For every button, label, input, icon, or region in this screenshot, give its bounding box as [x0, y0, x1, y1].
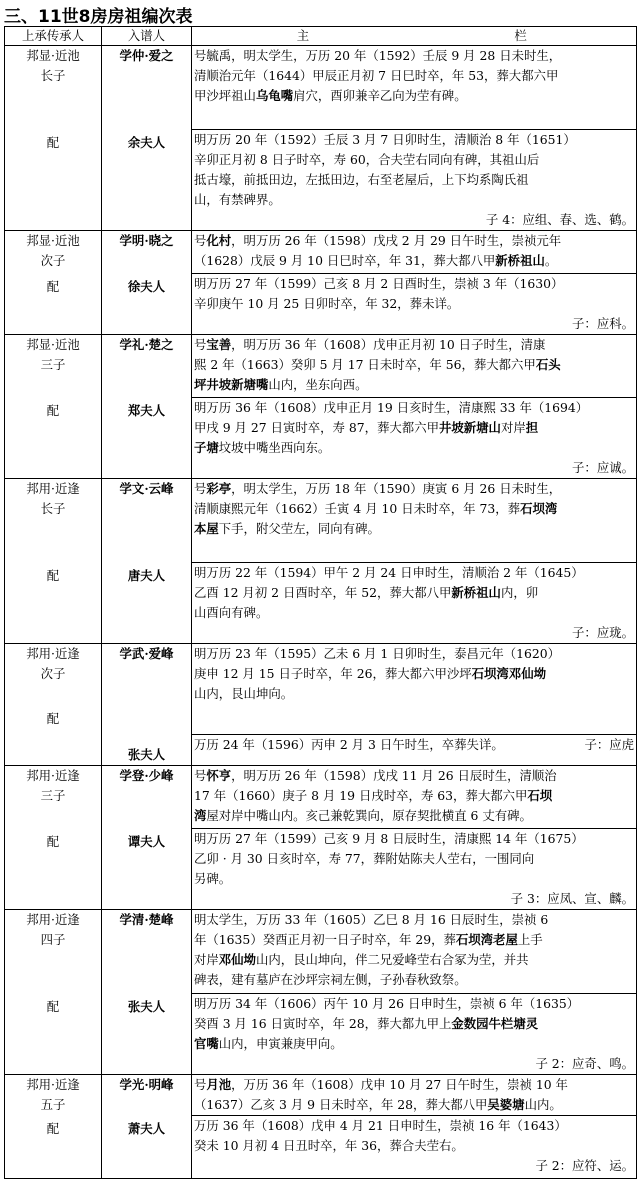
record-row-husband [5, 1075, 637, 1116]
text-line [194, 849, 634, 869]
text-segment: 明太学生，万历 33 年（1605）乙巳 8 月 16 日辰时生，崇祯 6 [194, 912, 549, 927]
text-segment: 山内，艮山坤向。 [194, 686, 294, 701]
header-main-right: 栏 [514, 28, 527, 43]
place-name: 彩亭 [206, 481, 232, 496]
spouse-label: 配 [46, 834, 60, 849]
text-segment: 乙卯 · 月 30 日亥时卒，寿 77，葬附姑陈夫人茔右，一围同向 [194, 851, 535, 866]
text-line [194, 829, 634, 849]
place-name: 宝善 [206, 337, 232, 352]
person-name: 学明·晓之 [119, 233, 174, 248]
heir-name: 邦显·近池 [26, 48, 80, 63]
spouse-name: 萧夫人 [127, 1121, 166, 1136]
text-segment: ，万历 36 年（1608）戊申 10 月 27 日午时生，崇祯 10 年 [231, 1077, 568, 1092]
text-segment: 屋对岸中嘴山内。亥己兼乾巽向，原存契批横直 6 丈有碑。 [206, 808, 532, 823]
record-row-husband [5, 479, 637, 563]
husband-description [192, 46, 637, 130]
place-name: 石坝 [527, 788, 553, 803]
heir-cell [5, 910, 102, 1075]
text-line [194, 438, 634, 458]
heir-birth-order: 三子 [40, 357, 66, 372]
text-segment: 山内。 [524, 1097, 562, 1112]
text-line [194, 970, 634, 990]
text-segment: 17 年（1660）庚子 8 月 19 日戌时卒，寿 63，葬大都六甲 [194, 788, 528, 803]
text-segment: 辛卯庚午 10 月 25 日卯时卒，年 32，葬未详。 [194, 296, 460, 311]
text-segment: 对岸 [500, 420, 526, 435]
person-name: 学仲·爱之 [119, 48, 174, 63]
person-name: 学登·少峰 [119, 768, 174, 783]
text-segment: 另碑。 [194, 871, 232, 886]
place-name: 井坡新塘山 [438, 420, 501, 435]
text-segment: 下手，附父茔左，同向有碑。 [218, 521, 380, 536]
text-line [194, 479, 634, 499]
husband-description [192, 231, 637, 274]
text-line [194, 603, 634, 623]
text-segment: ，明万历 26 年（1598）戊戌 2 月 29 日午时生，崇祯元年 [231, 233, 562, 248]
text-line [194, 583, 634, 603]
text-segment: 号 [194, 1077, 207, 1092]
header-main-left: 主 [296, 28, 310, 43]
text-line [194, 355, 634, 375]
text-line [194, 930, 634, 950]
wife-description [192, 735, 637, 766]
text-segment: 内，卯 [500, 585, 539, 600]
text-line [194, 644, 634, 664]
heir-cell [5, 766, 102, 910]
text-segment: 山酉向有碑。 [194, 605, 269, 620]
text-line [194, 994, 634, 1014]
husband-description [192, 644, 637, 735]
table-header-row [5, 27, 637, 46]
text-segment: 山内，艮山坤向，伴二兄爱峰茔右合冢为茔，并共 [255, 952, 529, 967]
husband-description [192, 1075, 637, 1116]
wife-birth-text: 万历 24 年（1596）丙申 2 月 3 日午时生，卒葬失详。 [194, 737, 504, 753]
text-line [194, 1095, 634, 1115]
text-segment: 庚申 12 月 15 日子时卒，年 26，葬大都六甲沙坪 [194, 666, 472, 681]
text-segment: 明万历 36 年（1608）戊申正月 19 日亥时生，清康熙 33 年（1694） [194, 400, 589, 415]
text-line [194, 950, 634, 970]
text-segment: 清顺康熙元年（1662）壬寅 4 月 10 日未时卒，年 73，葬 [194, 501, 521, 516]
text-segment: 清顺治元年（1644）甲辰正月初 7 日巳时卒，年 53，葬大都六甲 [194, 68, 559, 83]
place-name: 金数园牛栏塘灵 [451, 1016, 539, 1031]
page-title: 三、11世8房房祖编次表 [4, 7, 193, 27]
text-line [194, 190, 634, 210]
place-name: 担 [525, 420, 539, 435]
text-segment: 上手 [517, 932, 543, 947]
heir-name: 邦显·近池 [26, 337, 80, 352]
text-segment: 甲戌 9 月 27 日寅时卒，寿 87，葬大都六甲 [194, 420, 439, 435]
text-segment: 号毓禹，明太学生，万历 20 年（1592）壬辰 9 月 28 日未时生， [194, 48, 562, 63]
text-segment: ，明太学生，万历 18 年（1590）庚寅 6 月 26 日未时生， [231, 481, 562, 496]
person-cell [102, 231, 192, 335]
record-row-husband [5, 910, 637, 994]
place-name: 邓仙坳 [218, 952, 256, 967]
heir-birth-order: 长子 [40, 68, 66, 83]
text-line [194, 684, 634, 704]
text-line [194, 66, 634, 86]
spouse-name: 谭夫人 [127, 834, 166, 849]
person-cell [102, 910, 192, 1075]
spouse-label: 配 [46, 135, 60, 150]
text-line [194, 251, 634, 271]
heir-name: 邦用·近逢 [26, 912, 80, 927]
text-line [194, 170, 634, 190]
text-line [194, 1034, 634, 1054]
place-name: 石坝湾 [520, 501, 558, 516]
children-list: 子：应诚。 [572, 460, 634, 475]
text-segment: 号 [194, 337, 207, 352]
text-segment: 明万历 27 年（1599）己亥 9 月 8 日辰时生，清康熙 14 年（1675） [194, 831, 584, 846]
place-name: 本屋 [194, 521, 219, 536]
heir-birth-order: 五子 [40, 1097, 66, 1112]
spouse-name: 唐夫人 [127, 568, 166, 583]
wife-description [192, 274, 637, 335]
text-segment: 明万历 27 年（1599）己亥 8 月 2 日酉时生，崇祯 3 年（1630） [194, 276, 564, 291]
lineage-table [4, 26, 637, 1179]
person-name: 学光·明峰 [119, 1077, 174, 1092]
text-segment: 抵古壕，前抵田边，左抵田边，右至老屋后，上下均系陶氏祖 [194, 172, 529, 187]
husband-description [192, 479, 637, 563]
heir-cell [5, 46, 102, 231]
text-line [194, 1014, 634, 1034]
children-list: 子：应科。 [572, 316, 634, 331]
text-line [194, 1136, 634, 1156]
text-line [194, 398, 634, 418]
place-name: 石坝湾邓仙坳 [471, 666, 546, 681]
text-segment: 碑表，建有墓庐在沙坪宗祠左侧，子孙春秋致祭。 [194, 972, 467, 987]
wife-description [192, 829, 637, 910]
text-line [194, 375, 634, 395]
spouse-name: 徐夫人 [127, 279, 166, 294]
text-segment: 年（1635）癸酉正月初一日子时卒，年 29，葬 [194, 932, 456, 947]
place-name: 子塘 [194, 440, 219, 455]
text-line [194, 150, 634, 170]
children-list: 子 3：应凤、宣、麟。 [510, 891, 634, 906]
heir-name: 邦用·近逢 [26, 768, 80, 783]
header-main [192, 27, 637, 46]
text-segment: 辛卯正月初 8 日子时卒，寿 60，合夫茔右同向有碑，其祖山后 [194, 152, 540, 167]
text-line [194, 499, 634, 519]
text-segment: 坟坡中嘴坐西向东。 [218, 440, 331, 455]
place-name: 乌龟嘴 [255, 88, 294, 103]
text-line [194, 86, 634, 106]
spouse-label: 配 [46, 279, 60, 294]
text-line [194, 735, 634, 755]
text-segment: ，明万历 36 年（1608）戊申正月初 10 日子时生，清康 [231, 337, 546, 352]
heir-cell [5, 335, 102, 479]
children-list: 子 2：应符、运。 [535, 1158, 634, 1173]
children-list: 子 4：应组、春、选、鹤。 [485, 212, 634, 227]
text-segment: 癸酉 3 月 16 日寅时卒，年 28，葬大都九甲上 [194, 1016, 452, 1031]
text-segment: ，明万历 26 年（1598）戊戌 11 月 26 日辰时生，清顺治 [231, 768, 557, 783]
place-name: 怀亨 [206, 768, 232, 783]
spouse-label: 配 [46, 711, 60, 726]
text-line [194, 418, 634, 438]
children-list: 子：应珑。 [572, 625, 634, 640]
heir-birth-order: 长子 [40, 501, 66, 516]
husband-description [192, 766, 637, 829]
place-name: 湾 [194, 808, 207, 823]
text-line [194, 786, 634, 806]
place-name: 坪井坡新塘嘴 [194, 377, 269, 392]
person-cell [102, 479, 192, 644]
text-line [194, 274, 634, 294]
person-name: 学武·爱峰 [119, 646, 174, 661]
husband-description [192, 910, 637, 994]
text-segment: 山，有禁碑界。 [194, 192, 281, 207]
text-segment: 熙 2 年（1663）癸卯 5 月 17 日未时卒，年 56，葬大都六甲 [194, 357, 536, 372]
text-segment: 明万历 23 年（1595）乙未 6 月 1 日卯时生，泰昌元年（1620） [194, 646, 561, 661]
text-line [194, 806, 634, 826]
heir-name: 邦用·近逢 [26, 481, 80, 496]
heir-birth-order: 三子 [40, 788, 66, 803]
heir-birth-order: 次子 [40, 666, 66, 681]
heir-cell [5, 1075, 102, 1179]
children-list: 子：应虎 [584, 737, 634, 753]
text-line [194, 1075, 634, 1095]
text-segment: 。 [544, 253, 558, 268]
record-row-husband [5, 46, 637, 130]
heir-birth-order: 次子 [40, 253, 66, 268]
heir-name: 邦用·近逢 [26, 1077, 80, 1092]
header-heir: 上承传承人 [5, 27, 102, 46]
heir-birth-order: 四子 [40, 932, 66, 947]
spouse-label: 配 [46, 1121, 60, 1136]
person-cell [102, 46, 192, 231]
spouse-label: 配 [46, 403, 60, 418]
record-row-husband [5, 766, 637, 829]
husband-description [192, 335, 637, 398]
text-segment: 山内，申寅兼庚甲向。 [218, 1036, 343, 1051]
place-name: 化村 [206, 233, 232, 248]
text-segment: 万历 36 年（1608）戊申 4 月 21 日申时生，崇祯 16 年（1643） [194, 1118, 567, 1133]
heir-cell [5, 231, 102, 335]
text-segment: 癸未 10 月初 4 日丑时卒，年 36，葬合夫茔右。 [194, 1138, 464, 1153]
place-name: 新桥祖山 [451, 585, 501, 600]
person-cell [102, 644, 192, 766]
person-name: 学礼·楚之 [119, 337, 174, 352]
text-segment: 明万历 34 年（1606）丙午 10 月 26 日申时生，崇祯 6 年（1635） [194, 996, 580, 1011]
spouse-label: 配 [46, 999, 60, 1014]
text-segment: （1628）戊辰 9 月 10 日巳时卒，年 31，葬大都八甲 [194, 253, 496, 268]
spouse-name: 张夫人 [127, 747, 166, 762]
text-line [194, 766, 634, 786]
place-name: 官嘴 [194, 1036, 219, 1051]
text-line [194, 1116, 634, 1136]
person-name: 学文·云峰 [119, 481, 174, 496]
wife-description [192, 1116, 637, 1179]
spouse-label: 配 [46, 568, 60, 583]
wife-description [192, 994, 637, 1075]
text-line [194, 294, 634, 314]
text-line [194, 664, 634, 684]
spouse-name: 郑夫人 [127, 403, 166, 418]
text-segment: （1637）乙亥 3 月 9 日未时卒，年 28，葬大都八甲 [194, 1097, 488, 1112]
text-line [194, 46, 634, 66]
text-segment: 甲沙坪祖山 [194, 88, 256, 103]
text-segment: 明万历 22 年（1594）甲午 2 月 24 日申时生，清顺治 2 年（1645） [194, 565, 584, 580]
heir-name: 邦用·近逢 [26, 646, 80, 661]
spouse-name: 张夫人 [127, 999, 166, 1014]
header-person: 入谱人 [102, 27, 192, 46]
text-line [194, 910, 634, 930]
person-cell [102, 1075, 192, 1179]
heir-cell [5, 644, 102, 766]
text-line [194, 869, 634, 889]
record-row-husband [5, 231, 637, 274]
text-segment: 号 [194, 768, 207, 783]
place-name: 吴婆塘 [487, 1097, 525, 1112]
text-line [194, 130, 634, 150]
wife-description [192, 130, 637, 231]
wife-description [192, 563, 637, 644]
text-segment: 号 [194, 233, 207, 248]
person-cell [102, 335, 192, 479]
heir-cell [5, 479, 102, 644]
text-line [194, 563, 634, 583]
record-row-husband [5, 335, 637, 398]
text-segment: 明万历 20 年（1592）壬辰 3 月 7 日卯时生，清顺治 8 年（1651） [194, 132, 576, 147]
text-line [194, 335, 634, 355]
person-name: 学清·楚峰 [119, 912, 174, 927]
place-name: 月池 [206, 1077, 232, 1092]
place-name: 石坝湾老屋 [455, 932, 518, 947]
wife-description [192, 398, 637, 479]
text-segment: 山内，坐东向西。 [268, 377, 368, 392]
text-segment: 乙酉 12 月初 2 日酉时卒，年 52，葬大都八甲 [194, 585, 452, 600]
spouse-name: 余夫人 [127, 135, 166, 150]
text-line [194, 519, 634, 539]
place-name: 石头 [535, 357, 561, 372]
children-list: 子 2：应奇、鸣。 [535, 1056, 634, 1071]
text-segment: 对岸 [194, 952, 219, 967]
record-row-husband [5, 644, 637, 735]
text-segment: 号 [194, 481, 207, 496]
text-line [194, 231, 634, 251]
person-cell [102, 766, 192, 910]
text-segment: 肩穴，酉卯兼辛乙向为茔有碑。 [293, 88, 467, 103]
heir-name: 邦显·近池 [26, 233, 80, 248]
place-name: 新桥祖山 [495, 253, 545, 268]
